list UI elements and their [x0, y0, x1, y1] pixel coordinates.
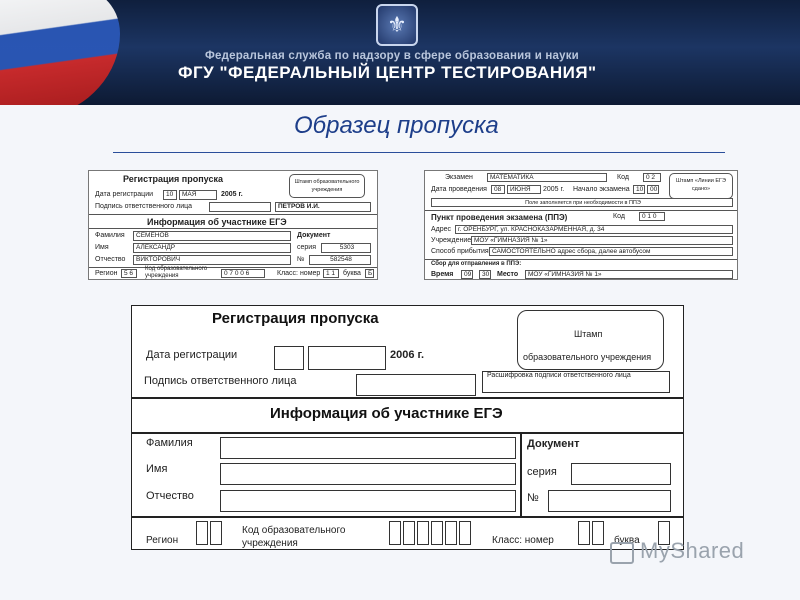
section-title: Информация об участнике ЕГЭ: [270, 405, 503, 422]
thumb-address: г. ОРЕНБУРГ, ул. КРАСНОКАЗАРМЕННАЯ, д. 34: [455, 225, 733, 234]
thumb-name: АЛЕКСАНДР: [133, 243, 291, 253]
page-title: Образец пропуска: [294, 112, 499, 139]
patronymic-field[interactable]: [220, 490, 516, 512]
organization-title: ФГУ "ФЕДЕРАЛЬНЫЙ ЦЕНТР ТЕСТИРОВАНИЯ": [178, 63, 597, 82]
thumb-name-label: Имя: [95, 244, 109, 251]
thumb-signer: ПЕТРОВ И.И.: [275, 202, 371, 212]
sample-pass-left: [88, 170, 378, 280]
series-label: серия: [527, 466, 557, 478]
region-digit-1[interactable]: [196, 521, 208, 545]
patronymic-label: Отчество: [146, 490, 194, 502]
thumb-document-label: Документ: [297, 232, 331, 239]
signature-field[interactable]: [356, 374, 476, 396]
thumb-place-label: Место: [497, 271, 519, 278]
thumb-signature-box: [209, 202, 271, 212]
stamp-line1: Штамп: [574, 329, 603, 339]
thumb-time-h: 09: [461, 270, 473, 279]
thumb-exam-year: 2005 г.: [543, 186, 565, 193]
thumb-start-label: Начало экзамена: [573, 186, 630, 193]
thumb-fill-note: Поле заполняется при необходимости в ППЭ: [431, 198, 733, 207]
watermark-text: MyShared: [640, 538, 745, 563]
thumb-gather-title: Сбор для отправления в ППЭ:: [431, 261, 522, 267]
thumb-region-label: Регион: [95, 270, 118, 277]
thumb-exam-code: 0 2: [643, 173, 661, 182]
russian-flag-icon: [0, 0, 120, 105]
thumb-arrival-value: САМОСТОЯТЕЛЬНО: [492, 248, 556, 255]
thumb-institution: МОУ «ГИМНАЗИЯ № 1»: [471, 236, 733, 245]
thumb-exam-label: Экзамен: [445, 174, 473, 181]
thumb-exam: МАТЕМАТИКА: [487, 173, 607, 182]
thumb-exam-month: ИЮНЯ: [507, 185, 541, 194]
region-label: Регион: [146, 535, 179, 546]
thumb-school-code: 0 7 0 0 6: [221, 269, 265, 278]
school-code-digit-2[interactable]: [403, 521, 415, 545]
thumb-ppe-title: Пункт проведения экзамена (ППЭ): [431, 213, 568, 222]
thumb-date-label: Дата регистрации: [95, 191, 154, 198]
stamp-area: [517, 310, 664, 370]
thumb-series-label: серия: [297, 244, 316, 251]
watermark-icon: [610, 542, 634, 564]
document-label: Документ: [527, 438, 580, 450]
thumb-ppe-code: 0 1 0: [639, 212, 665, 221]
number-field[interactable]: [548, 490, 671, 512]
thumb-patronymic-label: Отчество: [95, 256, 126, 263]
thumb-exam-code-label: Код: [617, 174, 629, 181]
school-code-digit-4[interactable]: [431, 521, 443, 545]
school-code-digit-3[interactable]: [417, 521, 429, 545]
date-month-field[interactable]: [308, 346, 386, 370]
class-number-label: Класс: номер: [492, 535, 554, 546]
school-code-label: Код образовательного учреждения: [242, 525, 346, 549]
thumb-exam-day: 08: [491, 185, 505, 194]
thumb-start-m: 00: [647, 185, 659, 194]
signer-caption: Расшифровка подписи ответственного лица: [487, 372, 631, 379]
school-code-digit-6[interactable]: [459, 521, 471, 545]
school-code-digit-1[interactable]: [389, 521, 401, 545]
thumb-patronymic: ВИКТОРОВИЧ: [133, 255, 291, 265]
thumb-series: 5303: [321, 243, 371, 253]
thumb-arrival-note: адрес сбора, далее автобусом: [557, 248, 651, 255]
pass-form: [131, 305, 684, 550]
thumb-letter: Б: [365, 269, 374, 278]
thumb-time-label: Время: [431, 271, 454, 278]
thumb-time-m: 30: [479, 270, 491, 279]
signature-label: Подпись ответственного лица: [144, 375, 297, 387]
title-underline: [113, 152, 725, 153]
stamp-line2: образовательного учреждения: [523, 352, 652, 362]
number-label: №: [527, 492, 539, 504]
thumb-letter-label: буква: [343, 270, 361, 277]
thumb-address-label: Адрес: [431, 226, 452, 233]
thumb-region: 5 6: [121, 269, 137, 278]
thumb-month: МАЯ: [179, 190, 217, 200]
region-digit-2[interactable]: [210, 521, 222, 545]
name-field[interactable]: [220, 463, 516, 485]
class-number-digit-2[interactable]: [592, 521, 604, 545]
thumb-section-title: Информация об участнике ЕГЭ: [147, 217, 287, 227]
name-label: Имя: [146, 463, 168, 475]
surname-field[interactable]: [220, 437, 516, 459]
thumb-arrival-label: Способ прибытия: [431, 248, 489, 255]
series-field[interactable]: [571, 463, 671, 485]
header-banner: [0, 0, 800, 105]
thumb-signature-label: Подпись ответственного лица: [95, 203, 193, 210]
thumb-day: 10: [163, 190, 177, 200]
thumb-surname-label: Фамилия: [95, 232, 125, 239]
ministry-name: Федеральная служба по надзору в сфере образования и науки: [205, 50, 579, 62]
thumb-title: Регистрация пропуска: [123, 174, 223, 184]
date-day-field[interactable]: [274, 346, 304, 370]
form-title: Регистрация пропуска: [212, 310, 379, 327]
thumb-stamp-right: Штамп «Линии ЕГЭ сдано»: [669, 173, 733, 199]
thumb-place: МОУ «ГИМНАЗИЯ № 1»: [525, 270, 733, 279]
thumb-exam-date-label: Дата проведения: [431, 186, 487, 193]
thumb-arrival: [489, 247, 733, 256]
sample-pass-right: [424, 170, 738, 280]
thumb-start-h: 10: [633, 185, 645, 194]
thumb-stamp: Штамп образовательного учреждения: [289, 174, 365, 198]
thumb-class-number: 1 1: [323, 269, 339, 278]
school-code-digit-5[interactable]: [445, 521, 457, 545]
thumb-school-code-label: Код образовательного учреждения: [145, 266, 208, 279]
thumb-year: 2005 г.: [221, 191, 243, 198]
coat-of-arms-icon: ⚜: [376, 4, 418, 46]
date-year: 2006 г.: [390, 349, 425, 361]
thumb-class-label: Класс: номер: [277, 270, 321, 277]
thumb-number: 582548: [309, 255, 371, 265]
thumb-number-label: №: [297, 256, 305, 263]
class-number-digit-1[interactable]: [578, 521, 590, 545]
thumb-surname: СЕМЕНОВ: [133, 231, 291, 241]
date-label: Дата регистрации: [146, 349, 238, 361]
thumb-ppe-code-label: Код: [613, 213, 625, 220]
signer-name-field[interactable]: [482, 371, 670, 393]
class-letter-label: буква: [614, 535, 640, 546]
surname-label: Фамилия: [146, 437, 193, 449]
thumb-institution-label: Учреждение: [431, 237, 472, 244]
